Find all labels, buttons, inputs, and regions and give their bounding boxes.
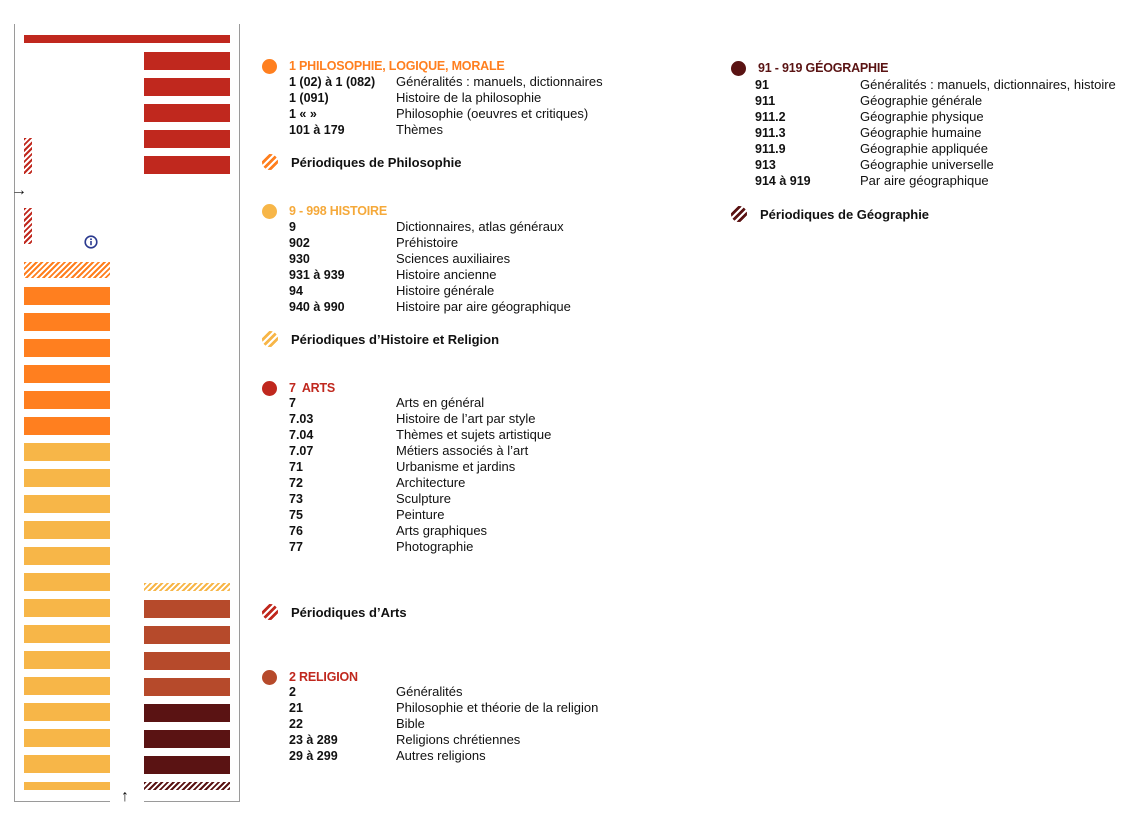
hatched-circle-icon [262,331,278,347]
classification-code: 940 à 990 [289,300,345,314]
classification-label: Philosophie (oeuvres et critiques) [396,106,589,121]
shelf-history [24,755,110,773]
classification-label: Thèmes et sujets artistique [396,427,552,442]
shelf-geography [144,756,230,774]
shelf-geography-periodicals [144,782,230,790]
shelf-history [24,339,110,357]
geography-dot-icon [731,61,746,76]
classification-label: Histoire ancienne [396,267,497,282]
classification-code: 9 [289,220,296,234]
section-title: 7 ARTS [289,381,336,395]
classification-label: Thèmes [396,122,443,137]
shelf-history [24,495,110,513]
wall-left [14,24,15,802]
classification-label: Histoire de l’art par style [396,411,536,426]
classification-code: 7.04 [289,428,314,442]
shelf-history [24,313,110,331]
section-religion [262,669,358,685]
classification-label: Religions chrétiennes [396,732,521,747]
classification-label: Géographie appliquée [860,141,988,156]
philosophy-dot-icon [262,59,277,74]
shelf-philosophy [144,78,230,96]
shelf-philosophy [144,104,230,122]
shelf-history [24,729,110,747]
classification-code: 22 [289,717,303,731]
classification-label: Dictionnaires, atlas généraux [396,219,564,234]
shelf-history [24,625,110,643]
classification-label: Histoire générale [396,283,495,298]
shelf-history [24,703,110,721]
periodicals-philosophy [262,153,461,171]
classification-label: Métiers associés à l’art [396,443,529,458]
floor-plan [0,0,260,823]
classification-code: 911.2 [755,110,786,124]
shelf-history [24,782,110,790]
info-icon[interactable] [84,235,98,249]
classification-code: 75 [289,508,303,522]
classification-label: Géographie physique [860,109,984,124]
periodicals-label: Périodiques d’Arts [291,604,407,620]
shelf-history [24,521,110,539]
classification-code: 91 [755,78,769,92]
shelf-history [24,443,110,461]
classification-code: 2 [289,685,296,699]
classification-code: 911.3 [755,126,786,140]
classification-code: 914 à 919 [755,174,811,188]
religion-dot-icon [262,670,277,685]
classification-code: 1 (091) [289,91,329,105]
shelf-geography [144,730,230,748]
classification-label: Géographie humaine [860,125,982,140]
section-philosophy [262,58,505,74]
classification-code: 931 à 939 [289,268,345,282]
shelf-history [24,573,110,591]
history-dot-icon [262,204,277,219]
classification-code: 911.9 [755,142,786,156]
classification-code: 911 [755,94,776,108]
classification-label: Généralités [396,684,463,699]
shelf-philosophy-periodicals [24,138,32,174]
classification-label: Sculpture [396,491,451,506]
classification-label: Arts graphiques [396,523,488,538]
classification-code: 76 [289,524,303,538]
shelf-philosophy [144,52,230,70]
classification-code: 71 [289,460,303,474]
hatched-circle-icon [262,604,278,620]
classification-label: Bible [396,716,425,731]
classification-label: Sciences auxiliaires [396,251,511,266]
classification-code: 1 (02) à 1 (082) [289,75,376,89]
classification-code: 1 « » [289,107,317,121]
classification-code: 930 [289,252,310,266]
classification-label: Peinture [396,507,445,522]
classification-code: 73 [289,492,303,506]
shelf-history [24,365,110,383]
classification-code: 913 [755,158,776,172]
classification-label: Architecture [396,475,466,490]
section-arts [262,380,335,396]
classification-code: 7 [289,396,296,410]
shelf-religion [144,678,230,696]
periodicals-label: Périodiques de Géographie [760,206,930,222]
shelf-history [24,469,110,487]
shelf-history [24,651,110,669]
classification-label: Urbanisme et jardins [396,459,516,474]
classification-code: 7.03 [289,412,314,426]
classification-code: 23 à 289 [289,733,338,747]
shelf-history [24,417,110,435]
classification-code: 101 à 179 [289,123,345,137]
classification-label: Photographie [396,539,474,554]
hatched-circle-icon [731,206,747,222]
shelf-religion [144,600,230,618]
classification-label: Géographie générale [860,93,983,108]
shelf-history-periodicals [24,262,110,278]
periodicals-arts [262,603,407,621]
classification-label: Arts en général [396,395,485,410]
classification-code: 72 [289,476,303,490]
wall-right [239,24,240,802]
classification-code: 902 [289,236,310,250]
periodicals-label: Périodiques d’Histoire et Religion [291,331,500,347]
classification-code: 21 [289,701,303,715]
classification-label: Philosophie et théorie de la religion [396,700,599,715]
shelf-history [24,547,110,565]
section-title: 91 - 919 GÉOGRAPHIE [758,61,889,75]
classification-label: Histoire par aire géographique [396,299,571,314]
shelf-philosophy [144,130,230,148]
classification-label: Histoire de la philosophie [396,90,542,105]
shelf-history [24,391,110,409]
periodicals-geography [731,205,929,223]
classification-code: 94 [289,284,303,298]
classification-code: 7.07 [289,444,314,458]
section-title: 1 PHILOSOPHIE, LOGIQUE, MORALE [289,59,505,73]
shelf-history-periodicals [144,583,230,591]
classification-code: 29 à 299 [289,749,338,763]
periodicals-history [262,330,499,348]
right-arrow-icon: → [11,182,27,199]
shelf-religion [144,652,230,670]
wall-bottom-left [14,801,110,802]
shelf-geography [144,704,230,722]
shelf-religion [144,626,230,644]
classification-label: Par aire géographique [860,173,989,188]
classification-label: Généralités : manuels, dictionnaires [396,74,603,89]
section-title: 9 - 998 HISTOIRE [289,204,387,218]
classification-label: Préhistoire [396,235,459,250]
up-arrow-icon: ↑ [121,788,129,805]
shelf-history [24,599,110,617]
section-history [262,203,387,219]
classification-label: Géographie universelle [860,157,994,172]
classification-code: 77 [289,540,303,554]
arts-dot-icon [262,381,277,396]
shelf-philosophy-periodicals [24,208,32,244]
classification-label: Autres religions [396,748,486,763]
hatched-circle-icon [262,154,278,170]
shelf-history [24,677,110,695]
classification-label: Généralités : manuels, dictionnaires, histoire [860,77,1116,92]
periodicals-label: Périodiques de Philosophie [291,154,462,170]
shelf-philosophy [144,156,230,174]
shelf-history [24,287,110,305]
shelf-philosophy-top [24,35,230,43]
section-geography [731,60,888,76]
wall-bottom-right [144,801,240,802]
section-title: 2 RELIGION [289,670,358,684]
